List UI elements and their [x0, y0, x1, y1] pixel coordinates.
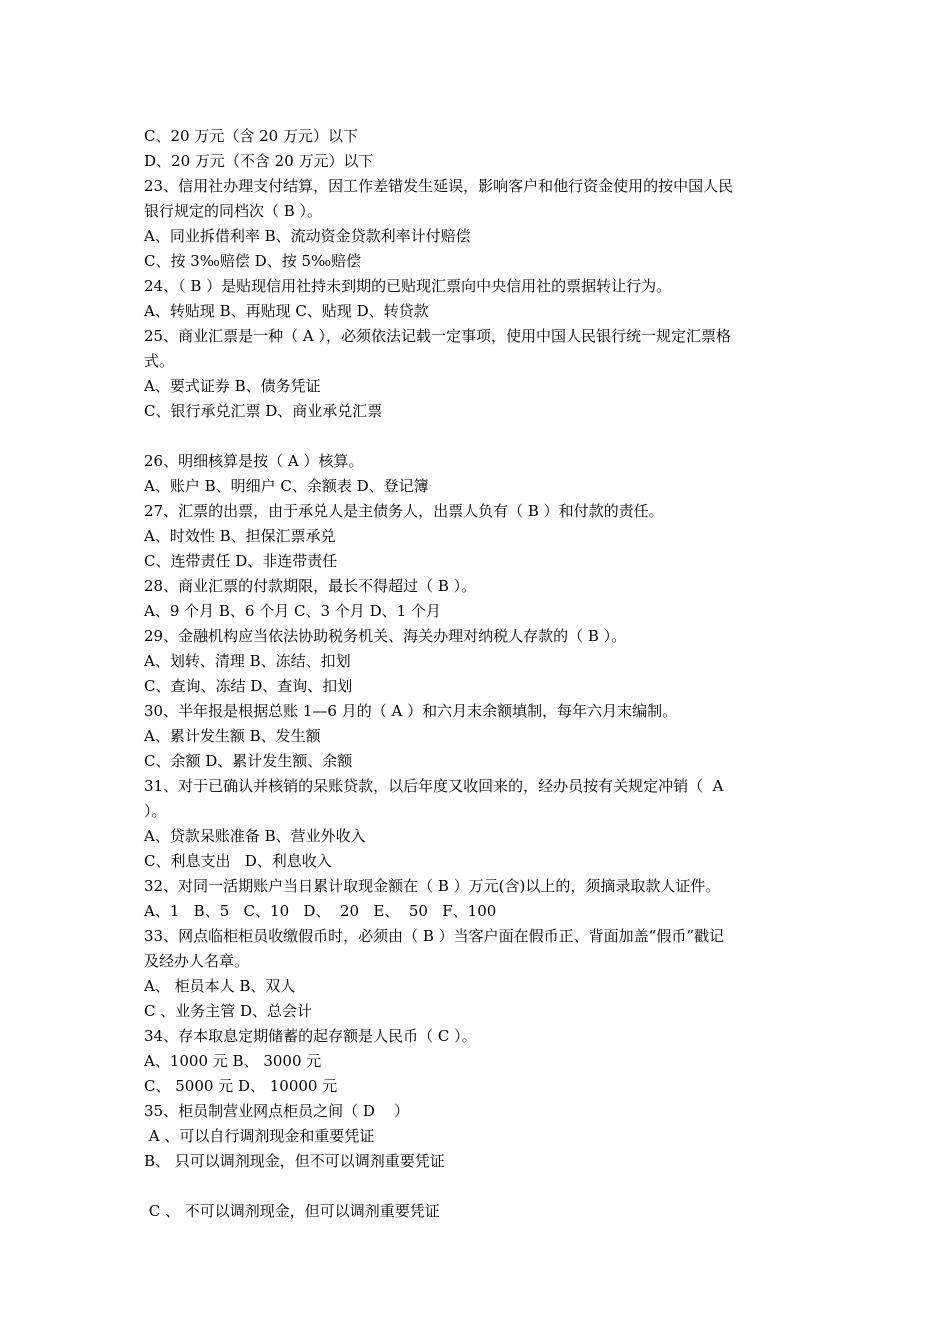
option-line: C、 5000 元 D、 10000 元 [144, 1077, 338, 1095]
option-line: C、利息支出 D、利息收入 [144, 852, 332, 870]
option-line: A、划转、清理 B、冻结、扣划 [144, 652, 351, 670]
question-24: 24、（ B ）是贴现信用社持未到期的已贴现汇票向中央信用社的票据转让行为。 [144, 277, 672, 295]
question-33: 33、网点临柜柜员收缴假币时，必须由（ B ）当客户面在假币正、背面加盖“假币”戳记 [144, 927, 724, 945]
question-27: 27、汇票的出票，由于承兑人是主债务人，出票人负有（ B ）和付款的责任。 [144, 502, 664, 520]
question-23: 23、信用社办理支付结算，因工作差错发生延误，影响客户和他行资金使用的按中国人民 [144, 177, 734, 195]
question-32: 32、对同一活期账户当日累计取现金额在（ B ）万元(含)以上的，须摘录取款人证件。 [144, 877, 721, 895]
document-body [144, 124, 812, 1224]
option-line: C 、业务主管 D、总会计 [144, 1002, 313, 1020]
option-line: C、银行承兑汇票 D、商业承兑汇票 [144, 402, 383, 420]
question-35: 35、柜员制营业网点柜员之间（ D ） [144, 1102, 409, 1120]
question-26: 26、明细核算是按（ A ）核算。 [144, 452, 364, 470]
option-line: B、 只可以调剂现金，但不可以调剂重要凭证 [144, 1152, 445, 1170]
option-line: C、查询、冻结 D、查询、扣划 [144, 677, 353, 695]
option-line: C 、 不可以调剂现金，但可以调剂重要凭证 [144, 1202, 440, 1220]
question-25-continued: 式。 [144, 352, 175, 370]
option-line: A、同业拆借利率 B、流动资金贷款利率计付赔偿 [144, 227, 471, 245]
option-line: D、20 万元（不含 20 万元）以下 [144, 152, 374, 170]
option-line: C、按 3‰赔偿 D、按 5‰赔偿 [144, 252, 362, 270]
question-23-continued: 银行规定的同档次（ B ）。 [144, 202, 323, 220]
option-line: A、时效性 B、担保汇票承兑 [144, 527, 336, 545]
option-line: A、贷款呆账准备 B、营业外收入 [144, 827, 366, 845]
option-line: A、1 B、5 C、10 D、 20 E、 50 F、100 [144, 902, 497, 920]
option-line: C、连带责任 D、非连带责任 [144, 552, 338, 570]
question-25: 25、商业汇票是一种（ A ），必须依法记载一定事项，使用中国人民银行统一规定汇票格 [144, 327, 731, 345]
option-line: A、账户 B、明细户 C、余额表 D、登记簿 [144, 477, 429, 495]
question-30: 30、半年报是根据总账 1—6 月的（ A ）和六月末余额填制，每年六月末编制。 [144, 702, 678, 720]
question-33-continued: 及经办人名章。 [144, 952, 250, 970]
question-34: 34、存本取息定期储蓄的起存额是人民币（ C ）。 [144, 1027, 477, 1045]
option-line: A、转贴现 B、再贴现 C、贴现 D、转贷款 [144, 302, 429, 320]
option-line: A、 柜员本人 B、双人 [144, 977, 296, 995]
option-line: A、要式证券 B、债务凭证 [144, 377, 321, 395]
question-31-continued: ）。 [144, 802, 167, 820]
question-28: 28、商业汇票的付款期限，最长不得超过（ B ）。 [144, 577, 477, 595]
question-29: 29、金融机构应当依法协助税务机关、海关办理对纳税人存款的（ B ）。 [144, 627, 627, 645]
blank-line [144, 424, 812, 449]
option-line: A、9 个月 B、6 个月 C、3 个月 D、1 个月 [144, 602, 441, 620]
question-31: 31、对于已确认并核销的呆账贷款，以后年度又收回来的，经办员按有关规定冲销（ A [144, 777, 724, 795]
option-line: C、余额 D、累计发生额、余额 [144, 752, 353, 770]
blank-line [144, 1174, 812, 1199]
option-line: C、20 万元（含 20 万元）以下 [144, 127, 358, 145]
option-line: A、1000 元 B、 3000 元 [144, 1052, 322, 1070]
option-line: A 、可以自行调剂现金和重要凭证 [144, 1127, 375, 1145]
option-line: A、累计发生额 B、发生额 [144, 727, 321, 745]
